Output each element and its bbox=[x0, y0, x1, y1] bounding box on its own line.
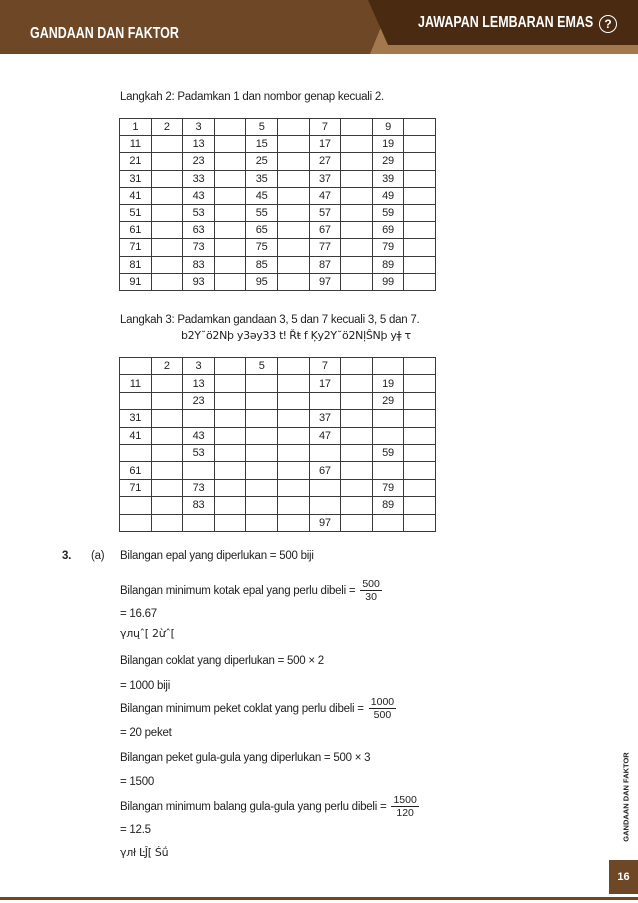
grid-cell bbox=[404, 136, 436, 153]
grid-row bbox=[120, 119, 436, 136]
grid-cell bbox=[246, 514, 278, 531]
grid-cell bbox=[309, 479, 341, 496]
side-chapter-label: GANDAAN DAN FAKTOR bbox=[621, 752, 631, 842]
grid-cell bbox=[246, 410, 278, 427]
grid-row bbox=[120, 204, 436, 221]
grid-cell: 71 bbox=[120, 239, 152, 256]
grid-cell bbox=[277, 170, 309, 187]
grid-cell: 45 bbox=[246, 187, 278, 204]
grid-cell: 2 bbox=[151, 358, 183, 375]
grid-cell bbox=[309, 392, 341, 409]
number-grid-step3 bbox=[119, 357, 436, 532]
grid-cell bbox=[214, 358, 246, 375]
grid-cell bbox=[309, 497, 341, 514]
apple-boxes-fraction bbox=[360, 578, 382, 603]
grid-cell bbox=[277, 256, 309, 273]
grid-cell bbox=[277, 187, 309, 204]
grid-cell: 67 bbox=[309, 222, 341, 239]
grid-cell bbox=[151, 170, 183, 187]
grid-cell bbox=[183, 462, 215, 479]
grid-cell bbox=[214, 444, 246, 461]
grid-row bbox=[120, 222, 436, 239]
candy-jars-fraction bbox=[391, 794, 418, 819]
grid-cell: 59 bbox=[372, 444, 404, 461]
grid-cell bbox=[341, 514, 373, 531]
grid-cell bbox=[341, 119, 373, 136]
grid-cell bbox=[277, 358, 309, 375]
grid-cell: 99 bbox=[372, 273, 404, 290]
grid-cell: 39 bbox=[372, 170, 404, 187]
grid-cell bbox=[151, 136, 183, 153]
grid-cell bbox=[214, 375, 246, 392]
grid-cell bbox=[341, 273, 373, 290]
grid-cell bbox=[120, 358, 152, 375]
grid-cell bbox=[341, 239, 373, 256]
grid-cell bbox=[214, 153, 246, 170]
grid-row bbox=[120, 256, 436, 273]
grid-cell bbox=[341, 136, 373, 153]
grid-cell: 35 bbox=[246, 170, 278, 187]
grid-cell: 37 bbox=[309, 170, 341, 187]
apples-needed-line: Bilangan epal yang diperlukan = 500 biji bbox=[120, 550, 314, 562]
grid-row bbox=[120, 462, 436, 479]
fraction-numerator: 500 bbox=[362, 578, 380, 590]
grid-cell: 9 bbox=[372, 119, 404, 136]
grid-cell bbox=[404, 273, 436, 290]
grid-row bbox=[120, 375, 436, 392]
grid-cell bbox=[404, 479, 436, 496]
grid-body bbox=[120, 358, 436, 532]
grid-row bbox=[120, 358, 436, 375]
grid-cell bbox=[341, 462, 373, 479]
grid-cell bbox=[214, 204, 246, 221]
grid-cell bbox=[151, 204, 183, 221]
grid-cell: 53 bbox=[183, 444, 215, 461]
grid-cell: 33 bbox=[183, 170, 215, 187]
grid-cell bbox=[277, 410, 309, 427]
grid-cell: 17 bbox=[309, 375, 341, 392]
grid-cell bbox=[120, 514, 152, 531]
grid-cell bbox=[277, 497, 309, 514]
grid-cell bbox=[246, 427, 278, 444]
grid-row bbox=[120, 239, 436, 256]
grid-cell bbox=[214, 497, 246, 514]
grid-row bbox=[120, 153, 436, 170]
candy-needed-result: = 1500 bbox=[120, 776, 154, 788]
candy-jars-answer: γлł ĿĴ[ Śǘ bbox=[120, 846, 169, 859]
grid-cell bbox=[120, 392, 152, 409]
grid-cell: 27 bbox=[309, 153, 341, 170]
grid-cell bbox=[404, 256, 436, 273]
grid-cell bbox=[341, 358, 373, 375]
grid-cell: 81 bbox=[120, 256, 152, 273]
grid-cell: 29 bbox=[372, 153, 404, 170]
grid-row bbox=[120, 170, 436, 187]
grid-cell bbox=[404, 239, 436, 256]
grid-cell bbox=[214, 427, 246, 444]
grid-cell bbox=[404, 427, 436, 444]
grid-cell bbox=[214, 256, 246, 273]
apple-boxes-line bbox=[120, 578, 382, 603]
grid-cell: 57 bbox=[309, 204, 341, 221]
grid-cell: 53 bbox=[183, 204, 215, 221]
grid-cell bbox=[246, 444, 278, 461]
grid-cell bbox=[214, 462, 246, 479]
grid-cell: 75 bbox=[246, 239, 278, 256]
candy-needed-line: Bilangan peket gula-gula yang diperlukan = 500 × 3 bbox=[120, 752, 371, 764]
grid-cell: 55 bbox=[246, 204, 278, 221]
grid-cell: 13 bbox=[183, 375, 215, 392]
grid-cell: 41 bbox=[120, 427, 152, 444]
grid-cell bbox=[277, 444, 309, 461]
grid-cell: 63 bbox=[183, 222, 215, 239]
grid-cell bbox=[277, 427, 309, 444]
grid-cell bbox=[151, 187, 183, 204]
grid-cell bbox=[214, 479, 246, 496]
grid-row bbox=[120, 444, 436, 461]
grid-cell: 5 bbox=[246, 119, 278, 136]
grid-cell bbox=[120, 497, 152, 514]
grid-cell bbox=[151, 462, 183, 479]
grid-cell bbox=[277, 239, 309, 256]
grid-cell: 7 bbox=[309, 358, 341, 375]
candy-jars-result: = 12.5 bbox=[120, 824, 151, 836]
grid-cell: 41 bbox=[120, 187, 152, 204]
grid-cell bbox=[277, 204, 309, 221]
grid-cell bbox=[341, 375, 373, 392]
grid-cell bbox=[404, 392, 436, 409]
grid-cell bbox=[309, 444, 341, 461]
grid-cell: 73 bbox=[183, 479, 215, 496]
fraction-denominator: 30 bbox=[365, 591, 377, 603]
question-part-label: (a) bbox=[91, 550, 105, 562]
grid-cell: 2 bbox=[151, 119, 183, 136]
grid-cell: 3 bbox=[183, 119, 215, 136]
grid-cell bbox=[277, 136, 309, 153]
grid-cell: 11 bbox=[120, 136, 152, 153]
grid-cell bbox=[404, 358, 436, 375]
grid-cell: 77 bbox=[309, 239, 341, 256]
grid-cell bbox=[151, 444, 183, 461]
grid-cell bbox=[246, 392, 278, 409]
section-title: JAWAPAN LEMBARAN EMAS bbox=[418, 14, 594, 31]
grid-cell: 85 bbox=[246, 256, 278, 273]
grid-cell: 19 bbox=[372, 375, 404, 392]
grid-cell bbox=[277, 153, 309, 170]
grid-cell: 31 bbox=[120, 170, 152, 187]
grid-cell: 23 bbox=[183, 153, 215, 170]
grid-cell bbox=[151, 497, 183, 514]
grid-row bbox=[120, 427, 436, 444]
grid-cell bbox=[341, 222, 373, 239]
footer-rule bbox=[0, 897, 638, 900]
grid-cell: 91 bbox=[120, 273, 152, 290]
grid-row bbox=[120, 514, 436, 531]
fraction-numerator: 1000 bbox=[370, 696, 395, 708]
grid-cell: 95 bbox=[246, 273, 278, 290]
grid-cell bbox=[277, 462, 309, 479]
grid-row bbox=[120, 136, 436, 153]
grid-cell bbox=[151, 153, 183, 170]
grid-cell bbox=[151, 273, 183, 290]
grid-cell bbox=[341, 187, 373, 204]
grid-cell: 79 bbox=[372, 479, 404, 496]
grid-cell bbox=[183, 514, 215, 531]
grid-cell bbox=[404, 119, 436, 136]
fraction-numerator: 1500 bbox=[393, 794, 417, 806]
grid-cell: 7 bbox=[309, 119, 341, 136]
grid-cell: 1 bbox=[120, 119, 152, 136]
grid-cell: 23 bbox=[183, 392, 215, 409]
chapter-title: GANDAAN DAN FAKTOR bbox=[30, 25, 179, 42]
chocolate-packets-fraction bbox=[369, 696, 396, 721]
grid-cell bbox=[214, 239, 246, 256]
grid-cell bbox=[246, 479, 278, 496]
grid-cell bbox=[151, 427, 183, 444]
grid-cell: 13 bbox=[183, 136, 215, 153]
grid-cell bbox=[404, 497, 436, 514]
step2-instruction: Langkah 2: Padamkan 1 dan nombor genap kecuali 2. bbox=[120, 91, 384, 103]
grid-cell: 73 bbox=[183, 239, 215, 256]
grid-cell bbox=[341, 392, 373, 409]
grid-cell bbox=[341, 153, 373, 170]
grid-cell: 71 bbox=[120, 479, 152, 496]
grid-cell bbox=[341, 256, 373, 273]
grid-cell bbox=[277, 514, 309, 531]
grid-cell bbox=[183, 410, 215, 427]
page-number: 16 bbox=[609, 860, 638, 894]
grid-cell bbox=[372, 410, 404, 427]
candy-jars-line bbox=[120, 794, 419, 819]
grid-cell bbox=[277, 375, 309, 392]
fraction-denominator: 500 bbox=[373, 709, 392, 721]
grid-cell: 61 bbox=[120, 462, 152, 479]
grid-cell bbox=[404, 204, 436, 221]
grid-cell bbox=[341, 444, 373, 461]
step3-instruction: Langkah 3: Padamkan gandaan 3, 5 dan 7 kecuali 3, 5 dan 7. bbox=[120, 314, 420, 326]
grid-cell: 83 bbox=[183, 256, 215, 273]
grid-cell: 69 bbox=[372, 222, 404, 239]
grid-cell: 47 bbox=[309, 187, 341, 204]
grid-cell: 51 bbox=[120, 204, 152, 221]
grid-cell: 21 bbox=[120, 153, 152, 170]
grid-cell bbox=[404, 410, 436, 427]
grid-cell bbox=[341, 204, 373, 221]
grid-row bbox=[120, 479, 436, 496]
grid-cell: 59 bbox=[372, 204, 404, 221]
grid-cell: 79 bbox=[372, 239, 404, 256]
grid-cell bbox=[277, 222, 309, 239]
grid-cell: 5 bbox=[246, 358, 278, 375]
grid-cell bbox=[277, 273, 309, 290]
grid-row bbox=[120, 187, 436, 204]
candy-jars-label: Bilangan minimum balang gula-gula yang perlu dibeli = bbox=[120, 800, 387, 813]
grid-cell bbox=[404, 375, 436, 392]
grid-cell: 25 bbox=[246, 153, 278, 170]
grid-cell: 93 bbox=[183, 273, 215, 290]
grid-cell bbox=[214, 187, 246, 204]
grid-cell bbox=[214, 514, 246, 531]
question-mark-icon: ? bbox=[599, 15, 617, 33]
grid-cell bbox=[404, 514, 436, 531]
grid-cell bbox=[120, 444, 152, 461]
grid-cell bbox=[151, 375, 183, 392]
grid-cell bbox=[404, 153, 436, 170]
grid-cell: 43 bbox=[183, 187, 215, 204]
grid-cell bbox=[151, 392, 183, 409]
question-number: 3. bbox=[62, 550, 72, 562]
grid-cell bbox=[372, 427, 404, 444]
chocolate-packets-line bbox=[120, 696, 396, 721]
grid-cell: 83 bbox=[183, 497, 215, 514]
grid-cell: 29 bbox=[372, 392, 404, 409]
grid-cell bbox=[341, 497, 373, 514]
grid-cell bbox=[151, 410, 183, 427]
chocolate-packets-label: Bilangan minimum peket coklat yang perlu dibeli = bbox=[120, 702, 364, 715]
grid-cell bbox=[151, 256, 183, 273]
grid-cell bbox=[404, 444, 436, 461]
grid-cell bbox=[404, 462, 436, 479]
grid-cell: 43 bbox=[183, 427, 215, 444]
grid-cell bbox=[372, 358, 404, 375]
grid-cell: 15 bbox=[246, 136, 278, 153]
grid-cell: 37 bbox=[309, 410, 341, 427]
grid-row bbox=[120, 392, 436, 409]
grid-cell: 47 bbox=[309, 427, 341, 444]
grid-cell bbox=[404, 170, 436, 187]
grid-cell bbox=[277, 479, 309, 496]
grid-cell bbox=[341, 410, 373, 427]
grid-cell: 97 bbox=[309, 514, 341, 531]
grid-cell: 97 bbox=[309, 273, 341, 290]
grid-cell bbox=[214, 273, 246, 290]
grid-cell bbox=[151, 479, 183, 496]
apple-boxes-result: = 16.67 bbox=[120, 608, 157, 620]
grid-cell bbox=[151, 514, 183, 531]
grid-cell bbox=[372, 514, 404, 531]
chocolate-needed-line: Bilangan coklat yang diperlukan = 500 × 2 bbox=[120, 655, 324, 667]
grid-cell: 31 bbox=[120, 410, 152, 427]
grid-cell: 19 bbox=[372, 136, 404, 153]
grid-cell: 65 bbox=[246, 222, 278, 239]
grid-cell bbox=[214, 170, 246, 187]
grid-row bbox=[120, 273, 436, 290]
grid-cell: 87 bbox=[309, 256, 341, 273]
grid-row bbox=[120, 410, 436, 427]
fraction-denominator: 120 bbox=[396, 807, 414, 819]
grid-cell bbox=[372, 462, 404, 479]
grid-cell bbox=[341, 170, 373, 187]
grid-cell bbox=[214, 136, 246, 153]
apple-boxes-answer: γлųˆ[ 2ừˆ[ bbox=[120, 627, 175, 640]
grid-cell bbox=[214, 392, 246, 409]
grid-cell bbox=[404, 222, 436, 239]
grid-cell bbox=[404, 187, 436, 204]
grid-cell: 89 bbox=[372, 497, 404, 514]
grid-cell: 17 bbox=[309, 136, 341, 153]
grid-cell bbox=[341, 427, 373, 444]
grid-cell bbox=[277, 392, 309, 409]
grid-cell bbox=[246, 375, 278, 392]
grid-cell bbox=[246, 462, 278, 479]
grid-cell bbox=[214, 222, 246, 239]
grid-cell: 11 bbox=[120, 375, 152, 392]
grid-cell bbox=[341, 479, 373, 496]
grid-row bbox=[120, 497, 436, 514]
grid-cell: 89 bbox=[372, 256, 404, 273]
grid-cell: 67 bbox=[309, 462, 341, 479]
chocolate-packets-result: = 20 peket bbox=[120, 727, 172, 739]
grid-cell bbox=[277, 119, 309, 136]
grid-body bbox=[120, 119, 436, 291]
grid-cell: 49 bbox=[372, 187, 404, 204]
chocolate-needed-result: = 1000 biji bbox=[120, 680, 170, 692]
number-grid-step2 bbox=[119, 118, 436, 291]
grid-cell: 3 bbox=[183, 358, 215, 375]
grid-cell bbox=[151, 222, 183, 239]
apple-boxes-label: Bilangan minimum kotak epal yang perlu dibeli = bbox=[120, 584, 356, 597]
grid-cell bbox=[214, 119, 246, 136]
step3-note: b2Y˘ö2Nþ y3əy33 tǃ Řŧ f Ķy2Y˘ö2NļŜNþ yǂ τ bbox=[181, 329, 411, 342]
grid-cell bbox=[151, 239, 183, 256]
grid-cell bbox=[214, 410, 246, 427]
grid-cell bbox=[246, 497, 278, 514]
grid-cell: 61 bbox=[120, 222, 152, 239]
